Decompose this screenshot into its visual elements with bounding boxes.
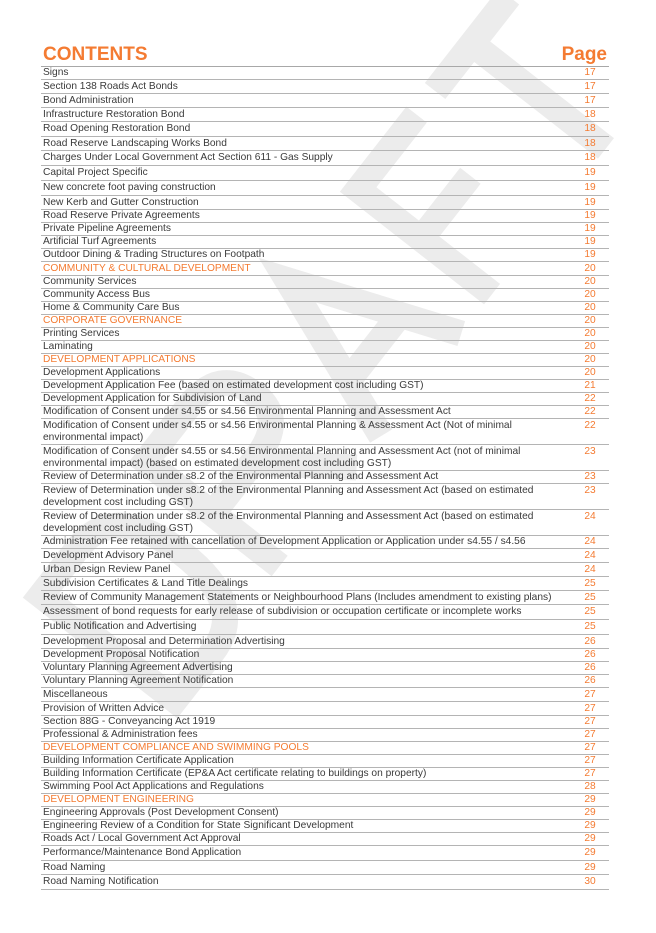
toc-entry-row[interactable] [41,688,609,702]
entry-label: Professional & Administration fees [43,729,198,740]
page-number: 26 [584,662,596,673]
section-heading: COMMUNITY & CULTURAL DEVELOPMENT [43,263,251,274]
entry-label: Development Proposal Notification [43,649,200,660]
toc-entry-row[interactable] [41,716,609,729]
page-column-heading: Page [561,44,607,65]
page-number: 27 [584,689,596,700]
page-number: 29 [584,794,596,805]
entry-label: Outdoor Dining & Trading Structures on Footpath [43,249,265,260]
page-number: 19 [584,167,596,178]
toc-entry-row[interactable] [41,302,609,315]
entry-label: Building Information Certificate (EP&A Act certificate relating to buildings on property) [43,768,427,779]
toc-entry-row[interactable] [41,223,609,236]
page-number: 23 [584,446,596,457]
entry-label: Review of Determination under s8.2 of the Environmental Planning and Assessment Act (based on estimated development cost including GST) [43,485,534,508]
toc-entry-row[interactable] [41,196,609,210]
toc-section-row[interactable] [41,794,609,807]
toc-entry-row[interactable] [41,471,609,484]
page-number: 25 [584,606,596,617]
toc-entry-row[interactable] [41,807,609,820]
contents-heading: CONTENTS [43,44,148,65]
toc-entry-row[interactable] [41,166,609,181]
toc-section-row[interactable] [41,354,609,367]
toc-entry-row[interactable] [41,781,609,794]
page-number: 19 [584,197,596,208]
page-number: 27 [584,742,596,753]
entry-label: Development Applications [43,367,161,378]
toc-entry-row[interactable] [41,861,609,875]
page-number: 29 [584,807,596,818]
entry-label: Charges Under Local Government Act Section 611 - Gas Supply [43,152,333,163]
page-number: 20 [584,289,596,300]
entry-label: Assessment of bond requests for early release of subdivision or occupation certificate or incomplete works [43,606,522,617]
page-number: 30 [584,876,596,887]
toc-entry-row[interactable] [41,67,609,80]
page-number: 19 [584,249,596,260]
toc-entry-row[interactable] [41,563,609,577]
entry-label: Printing Services [43,328,120,339]
page-number: 24 [584,536,596,547]
entry-label: Artificial Turf Agreements [43,236,157,247]
toc-entry-row[interactable] [41,662,609,675]
page-number: 29 [584,847,596,858]
page-number: 27 [584,768,596,779]
page-number: 22 [584,420,596,431]
page-number: 24 [584,564,596,575]
entry-label: Review of Determination under s8.2 of the Environmental Planning and Assessment Act [43,471,439,482]
section-heading: DEVELOPMENT ENGINEERING [43,794,194,805]
toc-entry-row[interactable] [41,137,609,151]
toc-header [41,44,609,67]
toc-entry-row[interactable] [41,341,609,354]
entry-label: Community Access Bus [43,289,151,300]
entry-label: Voluntary Planning Agreement Advertising [43,662,233,673]
entry-label: Bond Administration [43,95,134,106]
entry-label: Building Information Certificate Application [43,755,234,766]
entry-label: New concrete foot paving construction [43,182,216,193]
entry-label: Modification of Consent under s4.55 or s4.56 Environmental Planning and Assessment Act [43,406,451,417]
page-number: 20 [584,341,596,352]
page-number: 29 [584,833,596,844]
page-number: 19 [584,210,596,221]
toc-entry-row[interactable] [41,151,609,166]
page-number: 18 [584,152,596,163]
toc-entry-row[interactable] [41,367,609,380]
toc-entry-row[interactable] [41,210,609,223]
page-number: 26 [584,675,596,686]
page-number: 25 [584,592,596,603]
toc-entry-row[interactable] [41,649,609,662]
entry-label: Signs [43,67,69,78]
entry-label: Voluntary Planning Agreement Notification [43,675,234,686]
page-number: 23 [584,471,596,482]
entry-label: Subdivision Certificates & Land Title Dealings [43,578,248,589]
page-number: 17 [584,95,596,106]
toc-entry-row[interactable] [41,591,609,605]
entry-label: Roads Act / Local Government Act Approval [43,833,241,844]
entry-label: Road Naming Notification [43,876,159,887]
toc-entry-row[interactable] [41,768,609,781]
entry-label: Engineering Review of a Condition for State Significant Development [43,820,354,831]
entry-label: Infrastructure Restoration Bond [43,109,185,120]
toc-entry-row[interactable] [41,94,609,108]
entry-label: Private Pipeline Agreements [43,223,171,234]
toc-entry-row[interactable] [41,729,609,742]
toc-entry-row[interactable] [41,122,609,137]
page-number: 19 [584,223,596,234]
page-number: 20 [584,354,596,365]
page-number: 25 [584,578,596,589]
entry-label: Development Application for Subdivision of Land [43,393,262,404]
entry-label: Miscellaneous [43,689,108,700]
section-heading: DEVELOPMENT APPLICATIONS [43,354,196,365]
entry-label: Public Notification and Advertising [43,621,197,632]
entry-label: Urban Design Review Panel [43,564,171,575]
toc-entry-row[interactable] [41,181,609,196]
page-number: 28 [584,781,596,792]
toc-entry-row[interactable] [41,875,609,890]
entry-label: Swimming Pool Act Applications and Regulations [43,781,264,792]
page-number: 29 [584,820,596,831]
toc-entry-row[interactable] [41,249,609,262]
entry-label: Modification of Consent under s4.55 or s4.56 Environmental Planning & Assessment Act (Not of minimal environmental impact) [43,420,512,443]
toc-entry-row[interactable] [41,620,609,635]
toc-entry-row[interactable] [41,605,609,620]
toc-entry-row[interactable] [41,445,609,471]
page-number: 22 [584,393,596,404]
toc-entry-row[interactable] [41,80,609,94]
toc-entry-row[interactable] [41,755,609,768]
toc-entry-row[interactable] [41,236,609,249]
toc-entry-row[interactable] [41,328,609,341]
entry-label: Development Proposal and Determination Advertising [43,636,285,647]
entry-label: New Kerb and Gutter Construction [43,197,199,208]
entry-label: Capital Project Specific [43,167,148,178]
page-number: 27 [584,703,596,714]
toc-entry-row[interactable] [41,276,609,289]
entry-label: Development Application Fee (based on estimated development cost including GST) [43,380,424,391]
page-number: 24 [584,550,596,561]
page-number: 18 [584,109,596,120]
page-number: 22 [584,406,596,417]
toc-entry-row[interactable] [41,393,609,406]
page-number: 27 [584,729,596,740]
page-number: 19 [584,236,596,247]
page-number: 25 [584,621,596,632]
toc-entry-row[interactable] [41,577,609,591]
toc-entry-row[interactable] [41,289,609,302]
entry-label: Modification of Consent under s4.55 or s4.56 Environmental Planning and Assessment Act (not of minimal environmental impact) (based on estimated development cost including GST) [43,446,521,469]
page-number: 20 [584,276,596,287]
page-number: 20 [584,367,596,378]
toc-entry-row[interactable] [41,484,609,510]
toc-entry-row[interactable] [41,380,609,393]
page-number: 19 [584,182,596,193]
toc-entry-row[interactable] [41,536,609,549]
page-number: 21 [584,380,596,391]
toc-entry-row[interactable] [41,510,609,536]
toc-section-row[interactable] [41,315,609,328]
section-heading: DEVELOPMENT COMPLIANCE AND SWIMMING POOLS [43,742,309,753]
toc-section-row[interactable] [41,742,609,755]
page-number: 20 [584,302,596,313]
page-number: 29 [584,862,596,873]
toc-entry-row[interactable] [41,846,609,861]
page-number: 26 [584,636,596,647]
page-number: 24 [584,511,596,522]
entry-label: Review of Determination under s8.2 of the Environmental Planning and Assessment Act (based on estimated development cost including GST) [43,511,534,534]
entry-label: Development Advisory Panel [43,550,174,561]
section-heading: CORPORATE GOVERNANCE [43,315,183,326]
entry-label: Section 138 Roads Act Bonds [43,81,178,92]
toc-entries [41,67,609,890]
entry-label: Home & Community Care Bus [43,302,180,313]
entry-label: Provision of Written Advice [43,703,164,714]
table-of-contents [41,44,609,890]
entry-label: Road Reserve Private Agreements [43,210,200,221]
entry-label: Section 88G - Conveyancing Act 1919 [43,716,216,727]
page-number: 26 [584,649,596,660]
entry-label: Review of Community Management Statements or Neighbourhood Plans (Includes amendment to existing plans) [43,592,552,603]
toc-entry-row[interactable] [41,675,609,688]
page-number: 23 [584,485,596,496]
toc-entry-row[interactable] [41,108,609,122]
toc-entry-row[interactable] [41,635,609,649]
entry-label: Road Opening Restoration Bond [43,123,191,134]
page-number: 17 [584,67,596,78]
page-number: 20 [584,315,596,326]
toc-section-row[interactable] [41,262,609,276]
toc-entry-row[interactable] [41,406,609,419]
page-number: 27 [584,716,596,727]
entry-label: Administration Fee retained with cancellation of Development Application or Application under s4.55 / s4.56 [43,536,526,547]
page-number: 18 [584,123,596,134]
page-number: 20 [584,328,596,339]
page-number: 20 [584,263,596,274]
page-number: 17 [584,81,596,92]
page-number: 27 [584,755,596,766]
entry-label: Performance/Maintenance Bond Application [43,847,242,858]
entry-label: Road Reserve Landscaping Works Bond [43,138,227,149]
toc-entry-row[interactable] [41,702,609,716]
entry-label: Community Services [43,276,137,287]
page-number: 18 [584,138,596,149]
entry-label: Engineering Approvals (Post Development Consent) [43,807,279,818]
entry-label: Road Naming [43,862,106,873]
toc-entry-row[interactable] [41,549,609,563]
toc-entry-row[interactable] [41,419,609,445]
toc-entry-row[interactable] [41,820,609,833]
entry-label: Laminating [43,341,93,352]
toc-entry-row[interactable] [41,833,609,846]
